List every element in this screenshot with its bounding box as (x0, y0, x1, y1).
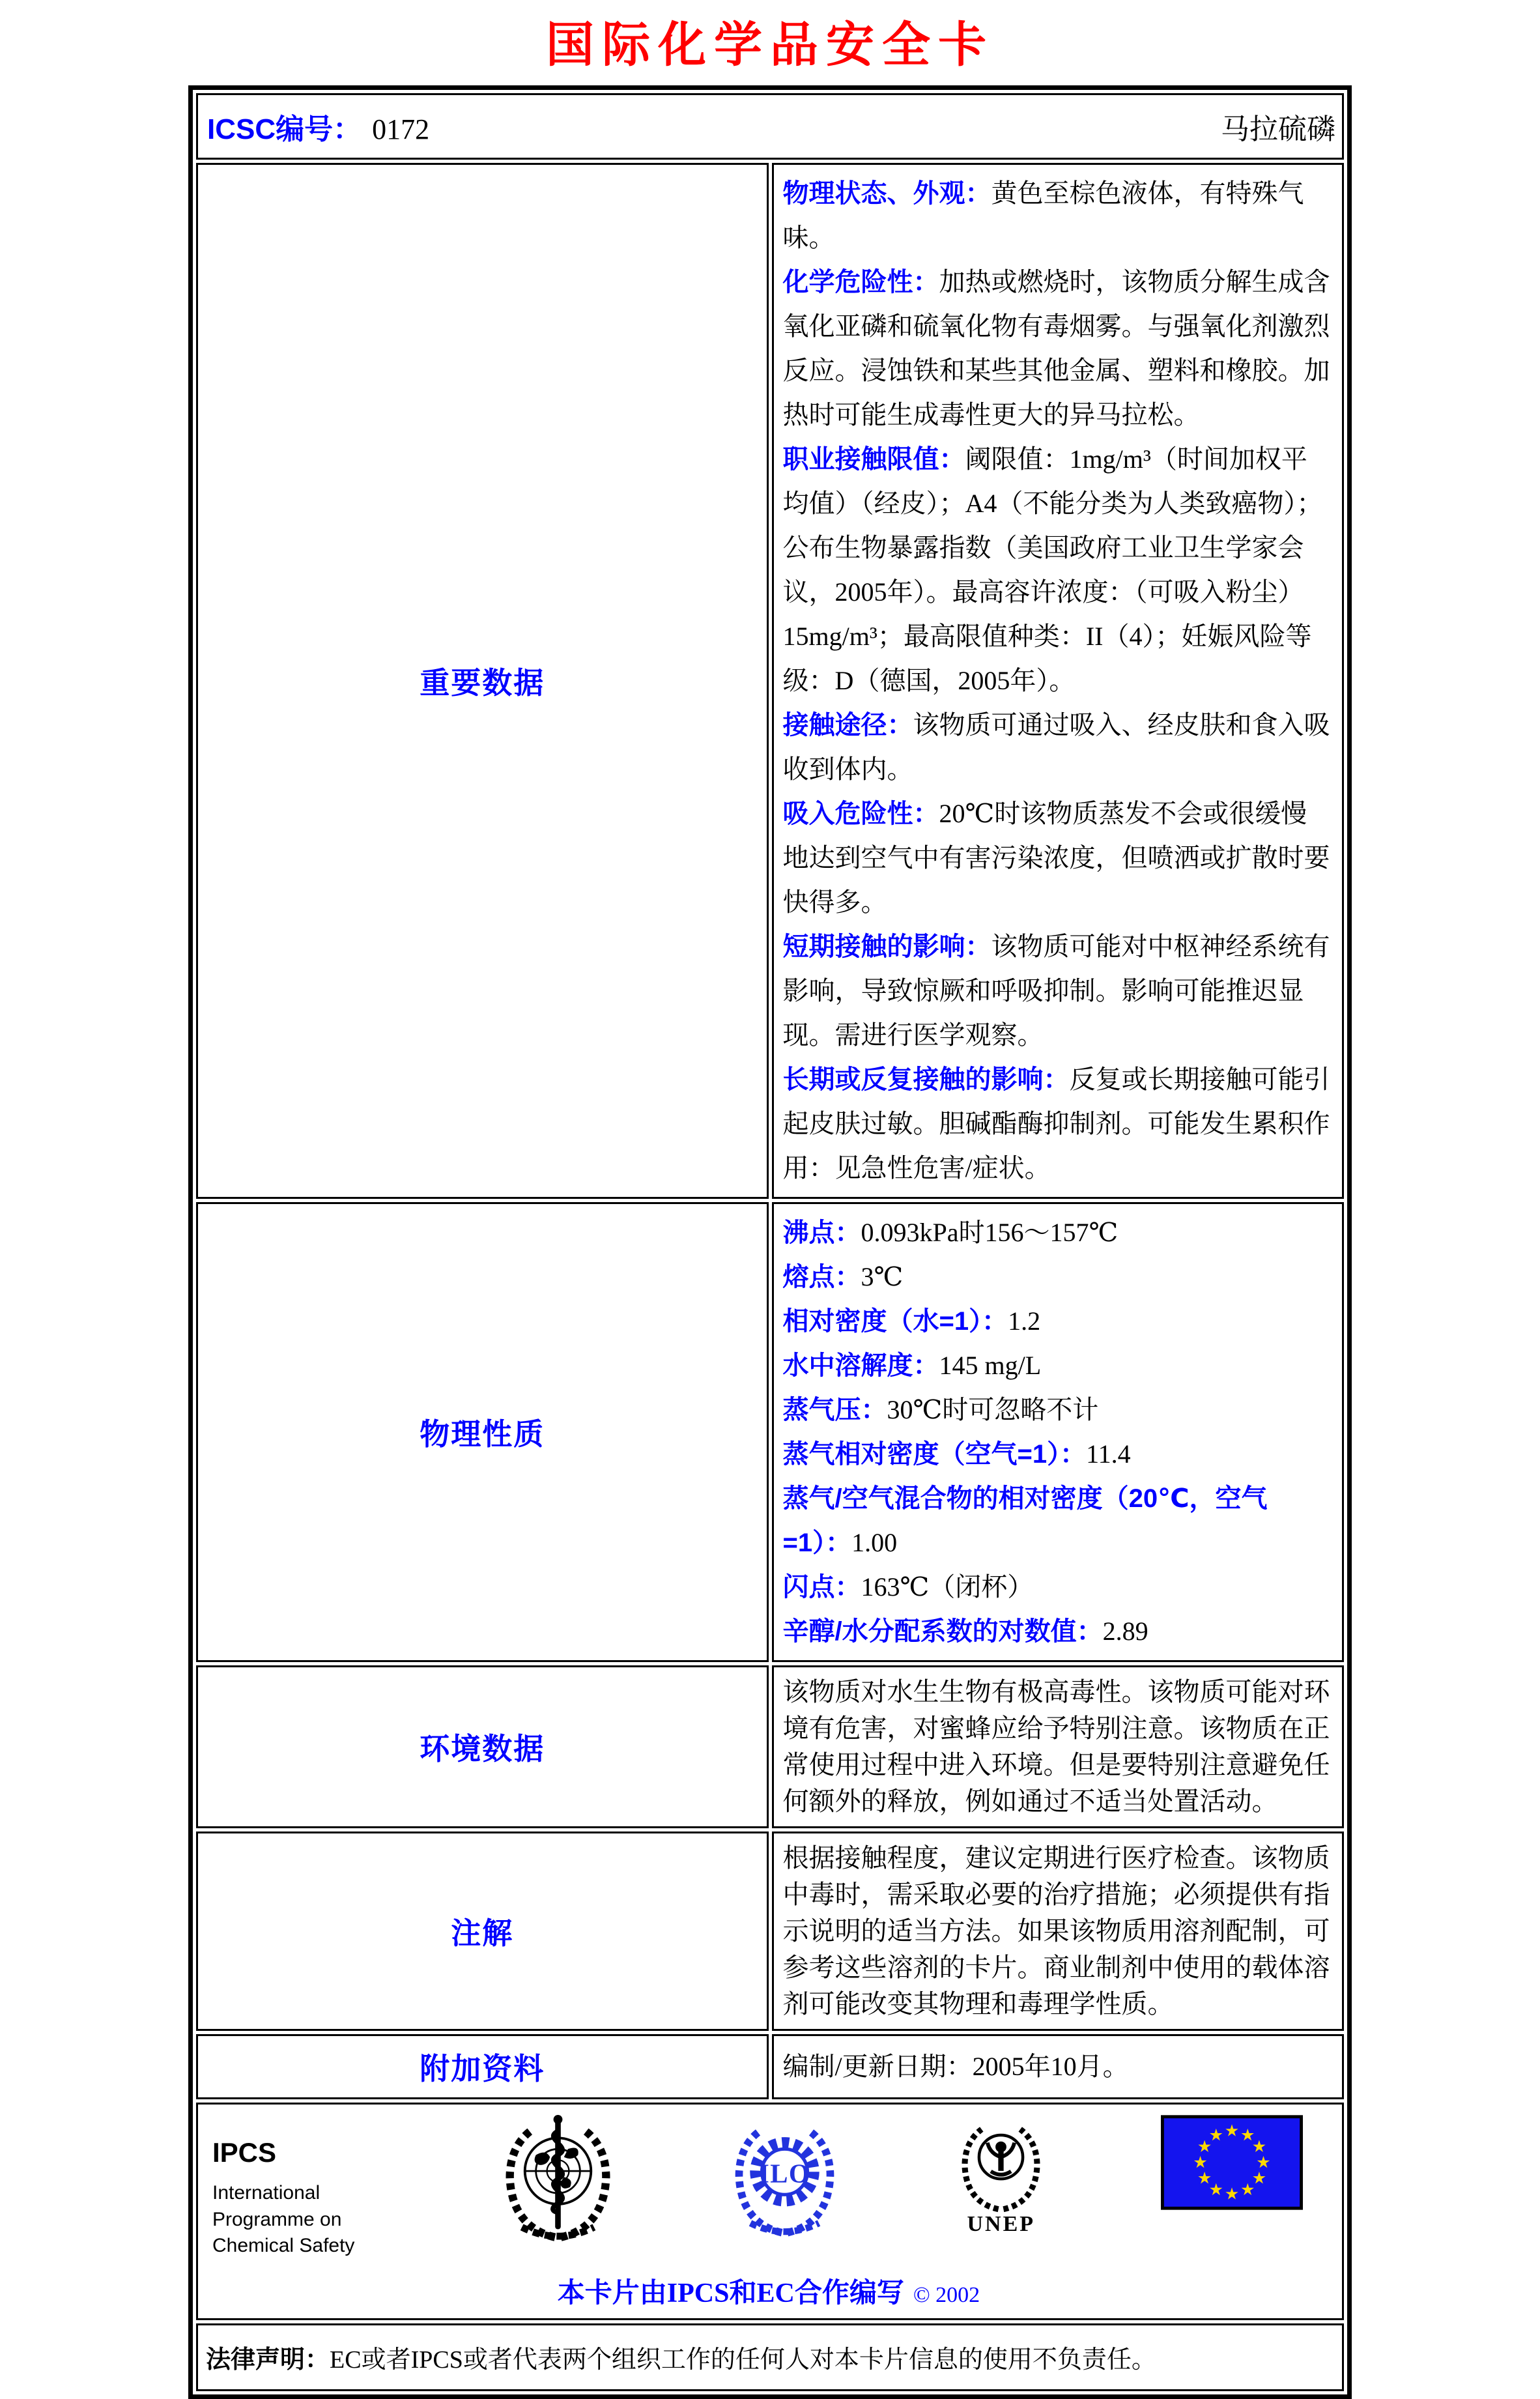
logos-row (196, 2103, 1344, 2320)
icsc-number: 0172 (372, 113, 430, 146)
credit-text: 本卡片由IPCS和EC合作编写 (557, 2278, 904, 2308)
important-item: 职业接触限值：阈限值：1mg/m³（时间加权平均值）（经皮）；A4（不能分类为人类致癌物）；公布生物暴露指数（美国政府工业卫生学家会议，2005年）。最高容许浓度：（可吸入粉尘）15mg/m³；最高限值种类：II（4）；妊娠风险等级：D（德国，2005年）。 (782, 444, 1323, 696)
unep-logo-icon (950, 2115, 1051, 2216)
section-label-environmental-data: 环境数据 (196, 1665, 769, 1828)
notes-row (196, 1832, 1344, 2031)
physical-item: 熔点：3℃ (782, 1262, 904, 1292)
chemical-name: 马拉硫磷 (1221, 113, 1335, 146)
physical-properties-row (196, 1202, 1344, 1662)
important-item: 接触途径：该物质可通过吸入、经皮肤和食入吸收到体内。 (782, 710, 1330, 784)
important-item: 长期或反复接触的影响：反复或长期接触可能引起皮肤过敏。胆碱酯酶抑制剂。可能发生累积作用：见急性危害/症状。 (782, 1065, 1330, 1183)
environmental-data-content (772, 1665, 1345, 1828)
section-label-additional-info: 附加资料 (196, 2034, 769, 2099)
important-data-row (196, 163, 1344, 1199)
physical-item: 蒸气相对密度（空气=1）：11.4 (782, 1439, 1131, 1469)
physical-item: 蒸气压：30℃时可忽略不计 (782, 1395, 1099, 1425)
credit-line (212, 2271, 1325, 2310)
environmental-data-text: 该物质对水生生物有极高毒性。该物质可能对环境有危害，对蜜蜂应给予特别注意。该物质在正常使用过程中进入环境。但是要特别注意避免任何额外的释放，例如通过不适当处置活动。 (782, 1677, 1330, 1817)
notes-content (772, 1832, 1345, 2031)
page-title: 国际化学品安全卡 (546, 18, 994, 72)
physical-properties-content (772, 1202, 1345, 1662)
ilo-logo-icon (728, 2115, 842, 2242)
section-label-physical-properties: 物理性质 (196, 1202, 769, 1662)
physical-item: 沸点：0.093kPa时156～157℃ (782, 1218, 1119, 1248)
icsc-number-group (207, 106, 429, 147)
icsc-card (188, 85, 1352, 2399)
physical-item: 闪点：163℃（闭杯） (782, 1572, 1034, 1602)
important-item: 吸入危险性：20℃时该物质蒸发不会或很缓慢地达到空气中有害污染浓度，但喷洒或扩散时要快得多。 (782, 799, 1330, 917)
environmental-data-row (196, 1665, 1344, 1828)
important-item: 短期接触的影响：该物质可能对中枢神经系统有影响，导致惊厥和呼吸抑制。影响可能推迟显现。需进行医学观察。 (782, 932, 1330, 1050)
physical-item: 相对密度（水=1）：1.2 (782, 1306, 1041, 1336)
unep-logo-text: UNEP (967, 2212, 1036, 2237)
important-data-content (772, 163, 1345, 1199)
legal-label: 法律声明： (206, 2346, 330, 2374)
additional-info-row (196, 2034, 1344, 2099)
eu-flag-icon (1161, 2115, 1303, 2210)
unep-logo-block (950, 2115, 1051, 2237)
copyright: © 2002 (913, 2282, 980, 2307)
physical-item: 辛醇/水分配系数的对数值：2.89 (782, 1616, 1148, 1646)
notes-text: 根据接触程度，建议定期进行医疗检查。该物质中毒时，需采取必要的治疗措施；必须提供有指示说明的适当方法。如果该物质用溶剂配制，可参考这些溶剂的卡片。商业制剂中使用的载体溶剂可能改变其物理和毒理学性质。 (782, 1843, 1330, 2019)
icsc-number-label: ICSC编号： (207, 113, 362, 146)
ipcs-acronym: IPCS (212, 2137, 277, 2168)
ilo-logo-text: ILO (758, 2159, 810, 2189)
additional-info-text: 编制/更新日期：2005年10月。 (782, 2052, 1129, 2082)
section-label-important-data: 重要数据 (196, 163, 769, 1199)
important-item: 物理状态、外观：黄色至棕色液体，有特殊气味。 (782, 179, 1304, 253)
organization-logos (212, 2115, 1325, 2260)
header-row (196, 93, 1344, 160)
ipcs-text-block: IPCS International Programme on Chemical Safety (212, 2115, 388, 2260)
section-label-notes: 注解 (196, 1832, 769, 2031)
legal-row (196, 2323, 1344, 2391)
important-item: 化学危险性：加热或燃烧时，该物质分解生成含氧化亚磷和硫氧化物有毒烟雾。与强氧化剂激烈反应。浸蚀铁和某些其他金属、塑料和橡胶。加热时可能生成毒性更大的异马拉松。 (782, 267, 1330, 430)
physical-item: 水中溶解度：145 mg/L (782, 1351, 1042, 1381)
physical-item: 蒸气/空气混合物的相对密度（20℃，空气=1）：1.00 (782, 1484, 1268, 1558)
who-logo-icon (498, 2115, 618, 2245)
legal-text: EC或者IPCS或者代表两个组织工作的任何人对本卡片信息的使用不负责任。 (330, 2346, 1156, 2374)
additional-info-content (772, 2034, 1345, 2099)
